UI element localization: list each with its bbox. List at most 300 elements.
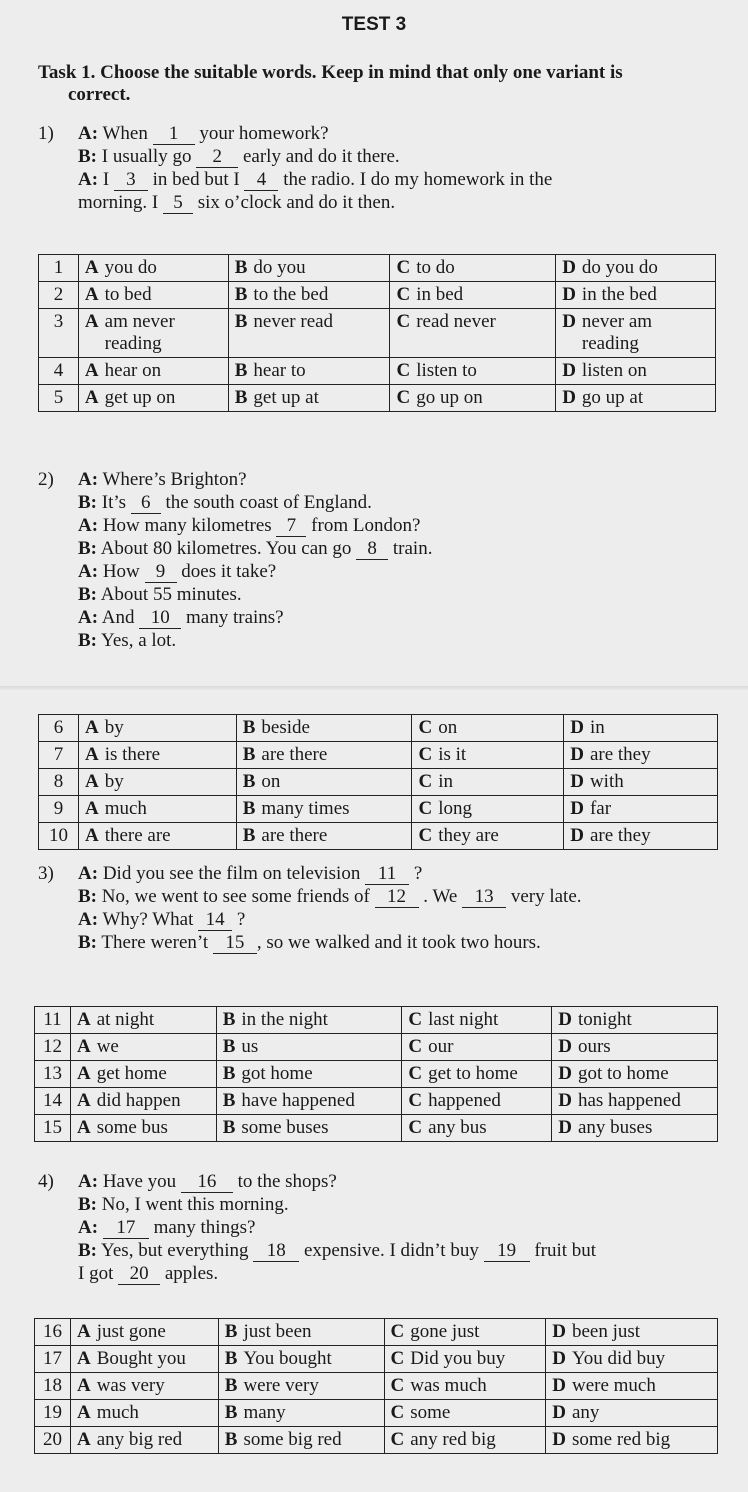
dialog-line	[38, 560, 738, 583]
option-letter: D	[562, 311, 576, 332]
speaker: A:	[78, 123, 99, 144]
option-letter: B	[224, 1402, 238, 1423]
option-letter: A	[84, 311, 99, 332]
option-text: were much	[571, 1375, 656, 1396]
question-number: 6	[39, 715, 79, 742]
option-text: am never reading	[104, 311, 175, 354]
option-d	[564, 796, 718, 823]
option-text: some red big	[571, 1429, 671, 1450]
option-c	[384, 1346, 546, 1373]
blank-gap: 7	[276, 516, 306, 537]
dialog-line	[38, 1193, 738, 1216]
question-number: 11	[35, 1007, 71, 1034]
dialog-number: 1)	[38, 123, 54, 144]
option-c	[412, 823, 564, 850]
option-c	[412, 715, 564, 742]
question-number: 7	[39, 742, 79, 769]
option-text: in	[438, 771, 453, 792]
dialog-line	[38, 122, 738, 145]
option-text: go up at	[581, 387, 644, 408]
blank-gap: 9	[145, 562, 177, 583]
option-letter: B	[242, 717, 256, 738]
question-number: 5	[39, 385, 79, 412]
option-text: is it	[438, 744, 467, 765]
text: from London?	[306, 515, 421, 536]
option-letter: D	[552, 1375, 566, 1396]
option-text: never read	[253, 311, 334, 332]
question-number: 3	[39, 309, 79, 358]
option-letter: A	[84, 744, 99, 765]
option-letter: D	[558, 1117, 572, 1138]
dialog-2	[38, 468, 738, 652]
option-letter: C	[408, 1063, 423, 1084]
option-text: in	[589, 717, 605, 738]
option-a	[78, 255, 228, 282]
option-text: listen on	[581, 360, 647, 381]
option-d	[556, 282, 716, 309]
blank-gap: 19	[484, 1241, 530, 1262]
speaker: A:	[78, 607, 99, 628]
option-letter: A	[76, 1375, 91, 1396]
table-row	[35, 1088, 718, 1115]
question-number: 14	[35, 1088, 71, 1115]
option-d	[552, 1115, 718, 1142]
option-a	[78, 796, 236, 823]
table-row	[35, 1061, 718, 1088]
option-d	[552, 1034, 718, 1061]
option-letter: D	[562, 284, 576, 305]
option-letter: C	[408, 1090, 423, 1111]
option-letter: A	[84, 798, 99, 819]
option-a	[78, 385, 228, 412]
option-text: happened	[428, 1090, 501, 1111]
page-divider	[0, 686, 748, 692]
text: I	[98, 169, 114, 190]
dialog-4	[38, 1170, 738, 1285]
task-line-1: Task 1. Choose the suitable words. Keep in mind that only one variant is	[38, 62, 623, 83]
option-letter: C	[390, 1348, 405, 1369]
option-b	[218, 1346, 384, 1373]
speaker: A:	[78, 469, 99, 490]
blank-gap: 1	[153, 124, 195, 145]
option-letter: D	[558, 1090, 572, 1111]
option-text: much	[96, 1402, 139, 1423]
dialog-line	[38, 468, 738, 491]
option-a	[78, 358, 228, 385]
table-row	[39, 255, 716, 282]
speaker: A:	[78, 909, 99, 930]
option-d	[564, 769, 718, 796]
option-letter: C	[418, 744, 433, 765]
speaker: A:	[78, 863, 99, 884]
option-d	[552, 1061, 718, 1088]
option-letter: C	[418, 717, 433, 738]
blank-gap: 16	[181, 1172, 233, 1193]
blank-gap: 11	[365, 864, 409, 885]
question-number: 4	[39, 358, 79, 385]
option-letter: D	[562, 257, 576, 278]
option-b	[216, 1007, 402, 1034]
option-c	[390, 255, 556, 282]
text: six o’clock and do it then.	[192, 192, 396, 213]
speaker: B:	[78, 630, 97, 651]
option-text: got home	[241, 1063, 313, 1084]
option-text: in the night	[241, 1009, 328, 1030]
option-b	[216, 1115, 402, 1142]
option-letter: A	[84, 717, 99, 738]
option-c	[390, 358, 556, 385]
option-letter: A	[84, 257, 99, 278]
question-number: 16	[35, 1319, 71, 1346]
option-letter: D	[552, 1321, 566, 1342]
text: How many kilometres	[98, 515, 277, 536]
option-letter: A	[84, 284, 99, 305]
option-letter: D	[552, 1402, 566, 1423]
dialog-line	[38, 885, 738, 908]
dialog-line	[38, 1239, 738, 1262]
question-number: 2	[39, 282, 79, 309]
text: fruit but	[529, 1240, 597, 1261]
option-text: have happened	[241, 1090, 355, 1111]
option-text: some big red	[243, 1429, 342, 1450]
option-letter: A	[76, 1036, 91, 1057]
option-text: any	[571, 1402, 600, 1423]
option-d	[546, 1346, 718, 1373]
option-text: get up at	[253, 387, 319, 408]
option-b	[216, 1034, 402, 1061]
option-text: some	[410, 1402, 451, 1423]
option-a	[70, 1115, 216, 1142]
option-b	[228, 358, 390, 385]
option-letter: B	[234, 257, 248, 278]
task-instructions	[38, 62, 730, 106]
option-text: many times	[261, 798, 350, 819]
option-text: gone just	[410, 1321, 480, 1342]
option-letter: A	[84, 387, 99, 408]
option-letter: A	[84, 825, 99, 846]
table-row	[39, 823, 718, 850]
option-letter: C	[408, 1117, 423, 1138]
option-c	[402, 1088, 552, 1115]
text: the radio. I do my homework in the	[278, 169, 553, 190]
option-a	[78, 823, 236, 850]
option-letter: A	[76, 1429, 91, 1450]
speaker: A:	[78, 1217, 99, 1238]
option-c	[384, 1319, 546, 1346]
option-d	[546, 1400, 718, 1427]
option-letter: A	[76, 1348, 91, 1369]
option-a	[70, 1373, 218, 1400]
option-b	[218, 1427, 384, 1454]
option-letter: D	[552, 1429, 566, 1450]
option-a	[70, 1400, 218, 1427]
dialog-line	[38, 862, 738, 885]
option-c	[384, 1373, 546, 1400]
option-letter: B	[242, 744, 256, 765]
text: I got	[78, 1263, 119, 1284]
dialog-number: 2)	[38, 469, 54, 490]
option-letter: B	[222, 1009, 236, 1030]
option-letter: B	[222, 1090, 236, 1111]
question-number: 17	[35, 1346, 71, 1373]
option-b	[236, 742, 412, 769]
option-text: us	[241, 1036, 259, 1057]
option-text: there are	[104, 825, 171, 846]
blank-gap: 20	[118, 1264, 160, 1285]
text: There weren’t	[97, 932, 213, 953]
dialog-line	[38, 1216, 738, 1239]
task-line-2: correct.	[68, 84, 131, 105]
dialog-line	[38, 168, 738, 191]
option-d	[546, 1319, 718, 1346]
option-text: by	[104, 771, 124, 792]
option-letter: C	[390, 1429, 405, 1450]
option-letter: A	[76, 1009, 91, 1030]
option-c	[384, 1400, 546, 1427]
option-a	[70, 1346, 218, 1373]
option-text: any big red	[96, 1429, 183, 1450]
table-row	[39, 742, 718, 769]
dialog-line	[38, 514, 738, 537]
question-number: 13	[35, 1061, 71, 1088]
option-text: just gone	[96, 1321, 166, 1342]
option-text: get up on	[104, 387, 176, 408]
option-letter: D	[570, 744, 584, 765]
table-row	[39, 385, 716, 412]
option-text: are there	[261, 744, 328, 765]
text: About 55 minutes.	[97, 584, 242, 605]
blank-gap: 10	[139, 608, 181, 629]
blank-gap: 6	[131, 493, 161, 514]
option-c	[402, 1115, 552, 1142]
blank-gap: 4	[244, 170, 278, 191]
option-a	[70, 1319, 218, 1346]
table-row	[39, 282, 716, 309]
text: Did you see the film on television	[98, 863, 366, 884]
dialog-number: 4)	[38, 1171, 54, 1192]
option-b	[228, 309, 390, 358]
speaker: A:	[78, 1171, 99, 1192]
option-b	[218, 1373, 384, 1400]
option-letter: B	[224, 1429, 238, 1450]
text: train.	[388, 538, 433, 559]
option-letter: C	[396, 387, 411, 408]
option-b	[236, 769, 412, 796]
option-c	[390, 282, 556, 309]
option-letter: A	[84, 360, 99, 381]
option-text: beside	[261, 717, 310, 738]
option-letter: B	[242, 825, 256, 846]
text: I usually go	[97, 146, 197, 167]
option-text: many	[243, 1402, 286, 1423]
option-text: has happened	[577, 1090, 681, 1111]
option-letter: B	[242, 771, 256, 792]
question-number: 20	[35, 1427, 71, 1454]
text: , so we walked and it took two hours.	[256, 932, 541, 953]
option-letter: B	[234, 284, 248, 305]
option-letter: B	[224, 1348, 238, 1369]
option-letter: B	[224, 1375, 238, 1396]
speaker: A:	[78, 169, 99, 190]
option-text: at night	[96, 1009, 155, 1030]
option-text: were very	[243, 1375, 319, 1396]
option-b	[236, 715, 412, 742]
options-table-1	[38, 254, 716, 412]
option-d	[564, 742, 718, 769]
option-d	[546, 1427, 718, 1454]
option-text: listen to	[416, 360, 477, 381]
option-c	[402, 1061, 552, 1088]
option-letter: A	[76, 1063, 91, 1084]
option-text: on	[261, 771, 281, 792]
options-table-2	[38, 714, 718, 850]
table-row	[39, 358, 716, 385]
option-c	[412, 796, 564, 823]
option-letter: C	[408, 1009, 423, 1030]
option-text: was very	[96, 1375, 165, 1396]
option-letter: C	[396, 257, 411, 278]
option-b	[228, 282, 390, 309]
option-text: ours	[577, 1036, 611, 1057]
option-d	[556, 255, 716, 282]
question-number: 12	[35, 1034, 71, 1061]
option-letter: D	[562, 360, 576, 381]
option-text: Did you buy	[410, 1348, 506, 1369]
option-letter: C	[396, 284, 411, 305]
option-a	[78, 742, 236, 769]
text: . We	[418, 886, 463, 907]
text: your homework?	[194, 123, 329, 144]
text: many trains?	[181, 607, 284, 628]
option-letter: D	[570, 825, 584, 846]
option-letter: D	[570, 798, 584, 819]
option-letter: A	[76, 1090, 91, 1111]
option-text: any bus	[428, 1117, 487, 1138]
blank-gap: 18	[253, 1241, 299, 1262]
option-letter: C	[390, 1321, 405, 1342]
option-letter: D	[570, 717, 584, 738]
option-letter: D	[558, 1036, 572, 1057]
table-row	[39, 796, 718, 823]
option-b	[228, 385, 390, 412]
option-text: go up on	[416, 387, 483, 408]
text: the south coast of England.	[160, 492, 372, 513]
option-text: are they	[589, 744, 651, 765]
option-letter: D	[570, 771, 584, 792]
speaker: B:	[78, 538, 97, 559]
option-text: in the bed	[581, 284, 657, 305]
option-letter: C	[396, 311, 411, 332]
option-letter: D	[558, 1009, 572, 1030]
option-text: much	[104, 798, 147, 819]
option-b	[228, 255, 390, 282]
option-letter: D	[552, 1348, 566, 1369]
option-text: do you do	[581, 257, 658, 278]
table-row	[35, 1400, 718, 1427]
table-row	[35, 1115, 718, 1142]
dialog-line	[38, 606, 738, 629]
dialog-line	[38, 931, 738, 954]
options-table-4	[34, 1318, 718, 1454]
blank-gap: 3	[114, 170, 148, 191]
option-c	[390, 309, 556, 358]
speaker: B:	[78, 146, 97, 167]
question-number: 9	[39, 796, 79, 823]
option-text: we	[96, 1036, 119, 1057]
option-text: is there	[104, 744, 161, 765]
option-text: to the bed	[253, 284, 329, 305]
text: morning. I	[78, 192, 163, 213]
table-row	[35, 1034, 718, 1061]
speaker: A:	[78, 561, 99, 582]
option-text: read never	[416, 311, 496, 332]
option-text: you do	[104, 257, 157, 278]
speaker: B:	[78, 1194, 97, 1215]
option-text: never am reading	[581, 311, 653, 354]
speaker: B:	[78, 584, 97, 605]
option-letter: A	[76, 1321, 91, 1342]
dialog-line	[38, 1170, 738, 1193]
speaker: B:	[78, 1240, 97, 1261]
option-text: just been	[243, 1321, 312, 1342]
dialog-line	[38, 537, 738, 560]
table-row	[39, 769, 718, 796]
option-letter: B	[222, 1117, 236, 1138]
option-d	[546, 1373, 718, 1400]
option-text: do you	[253, 257, 306, 278]
option-text: get home	[96, 1063, 167, 1084]
page-title: TEST 3	[341, 14, 407, 35]
dialog-line	[38, 908, 738, 931]
speaker: A:	[78, 515, 99, 536]
option-d	[556, 385, 716, 412]
option-text: to bed	[104, 284, 152, 305]
option-text: was much	[410, 1375, 487, 1396]
dialog-line	[38, 583, 738, 606]
text: does it take?	[176, 561, 277, 582]
option-letter: B	[234, 387, 248, 408]
text: Yes, a lot.	[97, 630, 177, 651]
blank-gap: 14	[198, 910, 232, 931]
option-letter: C	[418, 798, 433, 819]
text: many things?	[148, 1217, 256, 1238]
option-letter: C	[390, 1402, 405, 1423]
option-letter: A	[76, 1117, 91, 1138]
text: Have you	[98, 1171, 181, 1192]
dialog-number: 3)	[38, 863, 54, 884]
text: early and do it there.	[238, 146, 400, 167]
question-number: 18	[35, 1373, 71, 1400]
text: expensive. I didn’t buy	[299, 1240, 484, 1261]
text: No, I went this morning.	[97, 1194, 289, 1215]
option-text: with	[589, 771, 624, 792]
option-text: been just	[571, 1321, 641, 1342]
option-letter: C	[408, 1036, 423, 1057]
options-table-3	[34, 1006, 718, 1142]
table-row	[39, 715, 718, 742]
speaker: B:	[78, 492, 97, 513]
option-text: they are	[438, 825, 499, 846]
table-row	[35, 1319, 718, 1346]
table-row	[35, 1007, 718, 1034]
option-text: got to home	[577, 1063, 669, 1084]
option-text: our	[428, 1036, 454, 1057]
speaker: B:	[78, 886, 97, 907]
option-text: get to home	[428, 1063, 518, 1084]
option-text: hear on	[104, 360, 162, 381]
option-text: to do	[416, 257, 455, 278]
option-text: any red big	[410, 1429, 496, 1450]
